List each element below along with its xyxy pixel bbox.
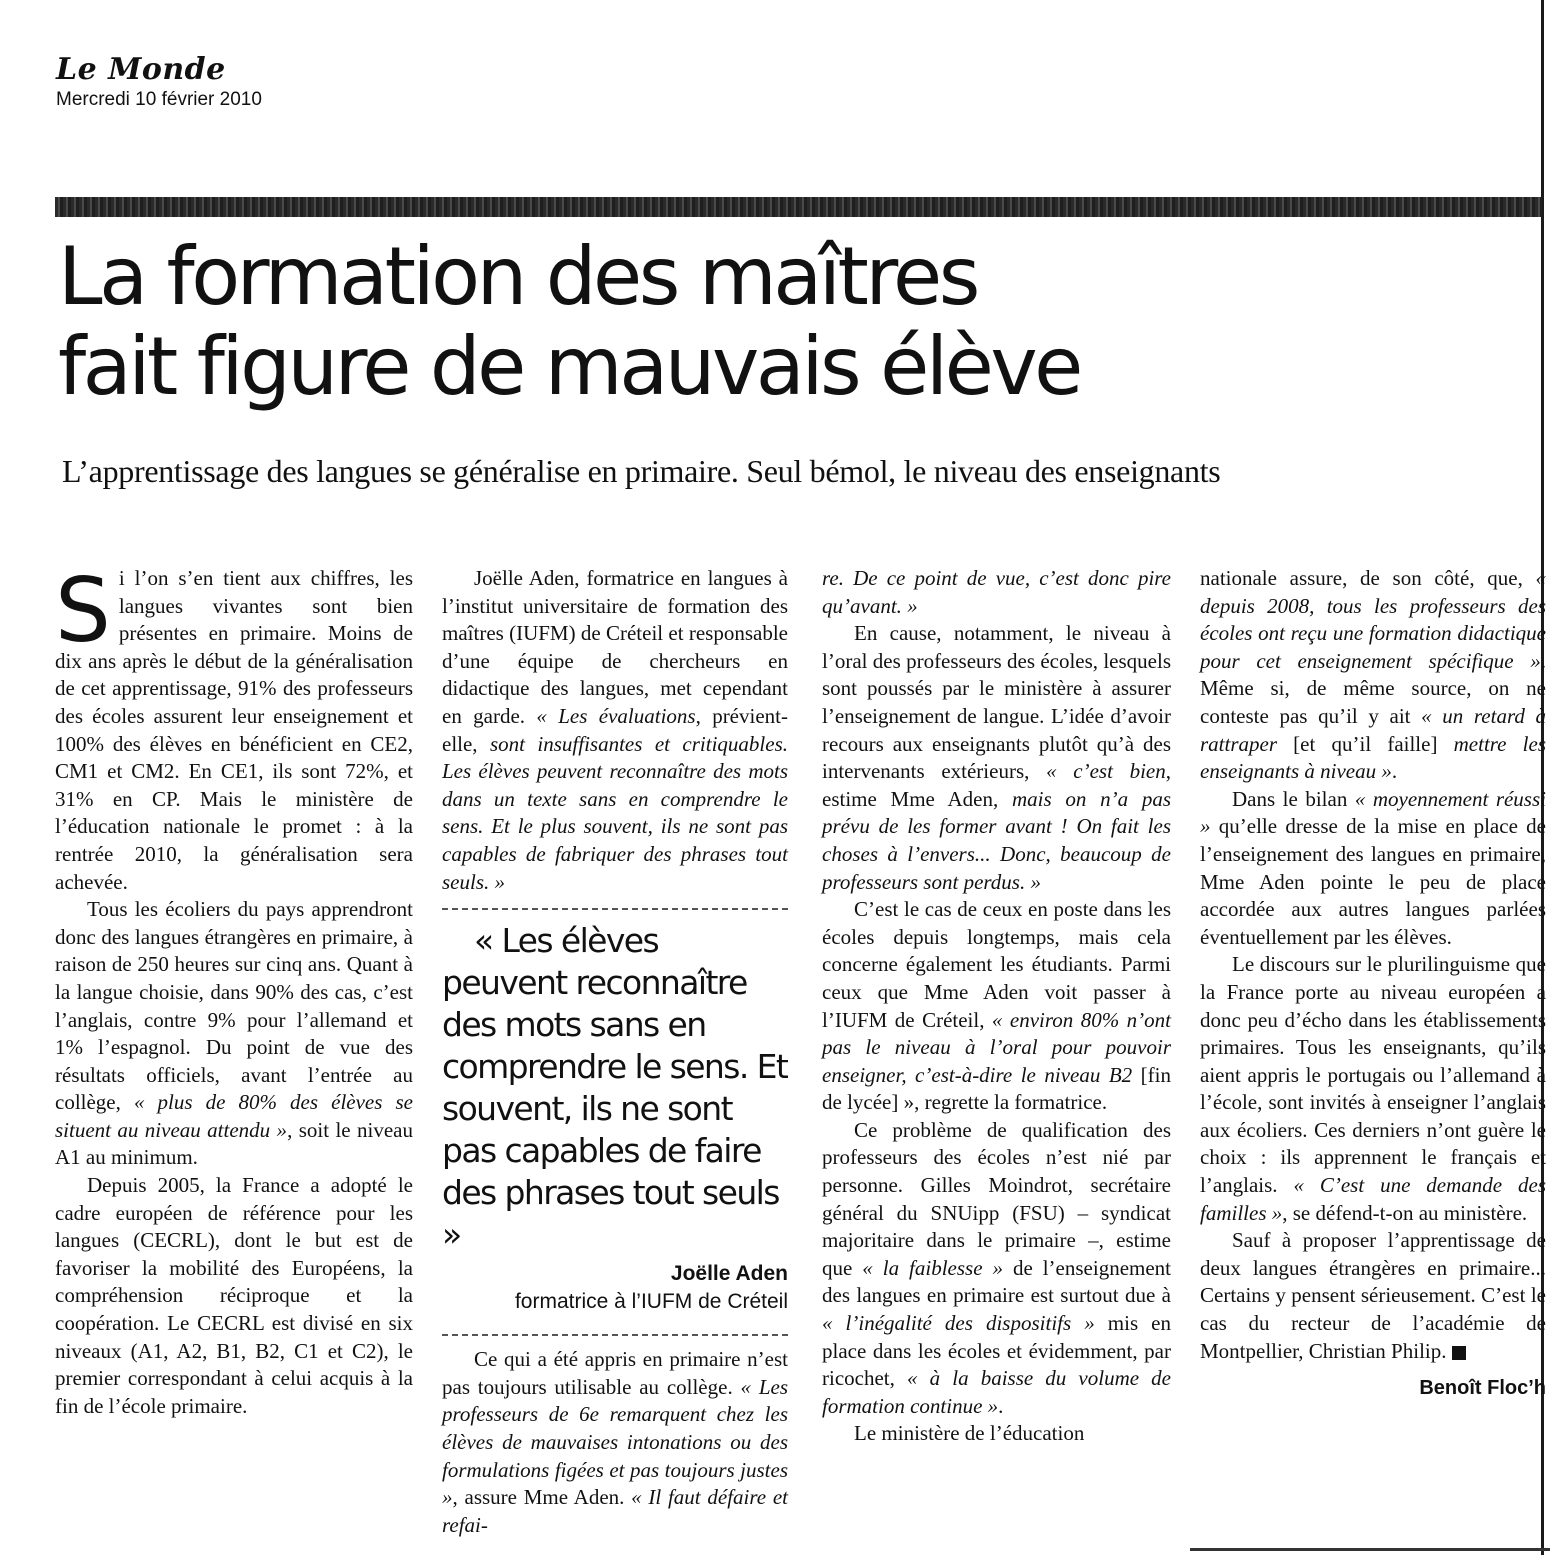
pull-quote: « Les élèves peuvent reconnaître des mots sans en comprendre le sens. Et souvent, ils ne sont pas capables de faire des phrases tout seuls » bbox=[442, 921, 788, 1255]
pull-quote-rule-top bbox=[442, 908, 788, 910]
paragraph: Joëlle Aden, formatrice en langues à l’institut universitaire de formation des maîtres (IUFM) de Créteil et responsable d’une équipe de chercheurs en didactique des langues, met cependant en garde. « Les évaluations, prévient-elle, sont insuffisantes et critiquables. Les élèves peuvent reconnaître des mots dans un texte sans en comprendre le sens. Et le plus souvent, ils ne sont pas capables de fabriquer des phrases tout seuls. » bbox=[442, 566, 788, 894]
paragraph: re. De ce point de vue, c’est donc pire qu’avant. » bbox=[822, 566, 1171, 618]
page-bottom-rule bbox=[1190, 1548, 1550, 1551]
paragraph: Le discours sur le plurilinguisme que la France porte au niveau européen a donc peu d’écho dans les établissements primaires. Tous les enseignants, qu’ils aient appris le portugais ou l’allemand à l’école, sont invités à enseigner l’anglais aux écoliers. Ces derniers n’ont guère le choix : ils apprennent le français et l’anglais. « C’est une demande des familles », se défend-t-on au ministère. bbox=[1200, 952, 1547, 1225]
paragraph: Tous les écoliers du pays apprendront donc des langues étrangères en primaire, à raison de 250 heures sur cinq ans. Quant à la langue choisie, dans 90% des cas, c’est l’anglais, contre 9% pour l’allemand et 1% l’espagnol. Du point de vue des résultats officiels, avant l’entrée au collège, « plus de 80% des élèves se situent au niveau attendu », soit le niveau A1 au minimum. bbox=[55, 897, 413, 1170]
headline-line-2: fait figure de mauvais élève bbox=[58, 320, 1080, 413]
subheadline: L’apprentissage des langues se généralise en primaire. Seul bémol, le niveau des enseignants bbox=[62, 453, 1221, 489]
headline-line-1: La formation des maîtres bbox=[58, 230, 977, 323]
paragraph: Ce problème de qualification des professeurs des écoles n’est nié par personne. Gilles Moindrot, secrétaire général du SNUipp (FSU) – syndicat majoritaire dans le primaire –, estime que « la faiblesse » de l’enseignement des langues en primaire est surtout due à « l’inégalité des dispositifs » mis en place dans les écoles et évidemment, par ricochet, « à la baisse du volume de formation continue ». bbox=[822, 1117, 1172, 1418]
headline-bar bbox=[55, 197, 1542, 217]
paragraph: Si l’on s’en tient aux chiffres, les langues vivantes sont bien présentes en primaire. Moins de dix ans après le début de la généralisation de cet apprentissage, 91% des professeurs des écoles assurent leur enseignement et 100% des élèves en bénéficient en CE2, CM1 et CM2. En CE1, ils sont 72%, et 31% en CP. Mais le ministère de l’éducation nationale le promet : à la rentrée 2010, la généralisation sera achevée. bbox=[55, 559, 413, 894]
end-mark-icon bbox=[1452, 1346, 1466, 1360]
paragraph: nationale assure, de son côté, que, « depuis 2008, tous les professeurs des écoles ont reçu une formation didactique pour cet enseignement spécifique ». Même si, de même source, on ne conteste pas qu’il y ait « un retard à rattraper [et qu’il faille] mettre les enseignants à niveau ». bbox=[1200, 566, 1546, 784]
masthead-logo: Le Monde bbox=[56, 52, 226, 87]
publication-date: Mercredi 10 février 2010 bbox=[56, 89, 262, 110]
paragraph: En cause, notamment, le niveau à l’oral des professeurs des écoles, lesquels sont poussés par le ministère à assurer l’enseignement de langue. L’idée d’avoir recours aux enseignants plutôt qu’à des intervenants extérieurs, « c’est bien, estime Mme Aden, mais on n’a pas prévu de les former avant ! On fait les choses à l’envers... Donc, beaucoup de professeurs sont perdus. » bbox=[822, 621, 1171, 894]
pull-quote-rule-bottom bbox=[442, 1334, 788, 1336]
paragraph: Dans le bilan « moyennement réussi » qu’elle dresse de la mise en place de l’enseignement des langues en primaire, Mme Aden pointe le peu de place accordée aux autres langues parlées éventuellement par les élèves. bbox=[1200, 786, 1546, 949]
paragraph: Depuis 2005, la France a adopté le cadre européen de référence pour les langues (CECRL), dont le but est de favoriser la mobilité des Européens, la compréhension réciproque et la coopération. Le CECRL est divisé en six niveaux (A1, A2, B1, B2, C1 et C2), le premier correspondant à celui acquis à la fin de l’école primaire. bbox=[55, 1173, 413, 1418]
article-column-3 bbox=[822, 565, 1171, 1448]
paragraph: Le ministère de l’éducation bbox=[854, 1421, 1085, 1446]
drop-cap: S bbox=[55, 559, 111, 662]
paragraph: Sauf à proposer l’apprentissage de deux langues étrangères en primaire... Certains y pensent sérieusement. C’est le cas du recteur de l’académie de Montpellier, Christian Philip. bbox=[1200, 1228, 1546, 1363]
pull-quote-author: Joëlle Aden bbox=[670, 1262, 788, 1286]
article-column-1 bbox=[55, 559, 413, 1420]
headline bbox=[58, 232, 1080, 412]
pull-quote-author-role: formatrice à l’IUFM de Créteil bbox=[514, 1290, 788, 1314]
author-byline: Benoît Floc’h bbox=[1419, 1377, 1546, 1400]
paragraph: Ce qui a été appris en primaire n’est pas toujours utilisable au collège. « Les professeurs de 6e remarquent chez les élèves de mauvaises intonations ou des formulations figées et pas toujours justes », assure Mme Aden. « Il faut défaire et refai- bbox=[442, 1347, 788, 1537]
article-column-2 bbox=[442, 565, 788, 1539]
article-column-4 bbox=[1200, 565, 1546, 1403]
paragraph: C’est le cas de ceux en poste dans les écoles depuis longtemps, mais cela concerne également les étudiants. Parmi ceux que Mme Aden voit passer à l’IUFM de Créteil, « environ 80% n’ont pas le niveau à l’oral pour pouvoir enseigner, c’est-à-dire le niveau B2 [fin de lycée] », regrette la formatrice. bbox=[822, 897, 1172, 1115]
